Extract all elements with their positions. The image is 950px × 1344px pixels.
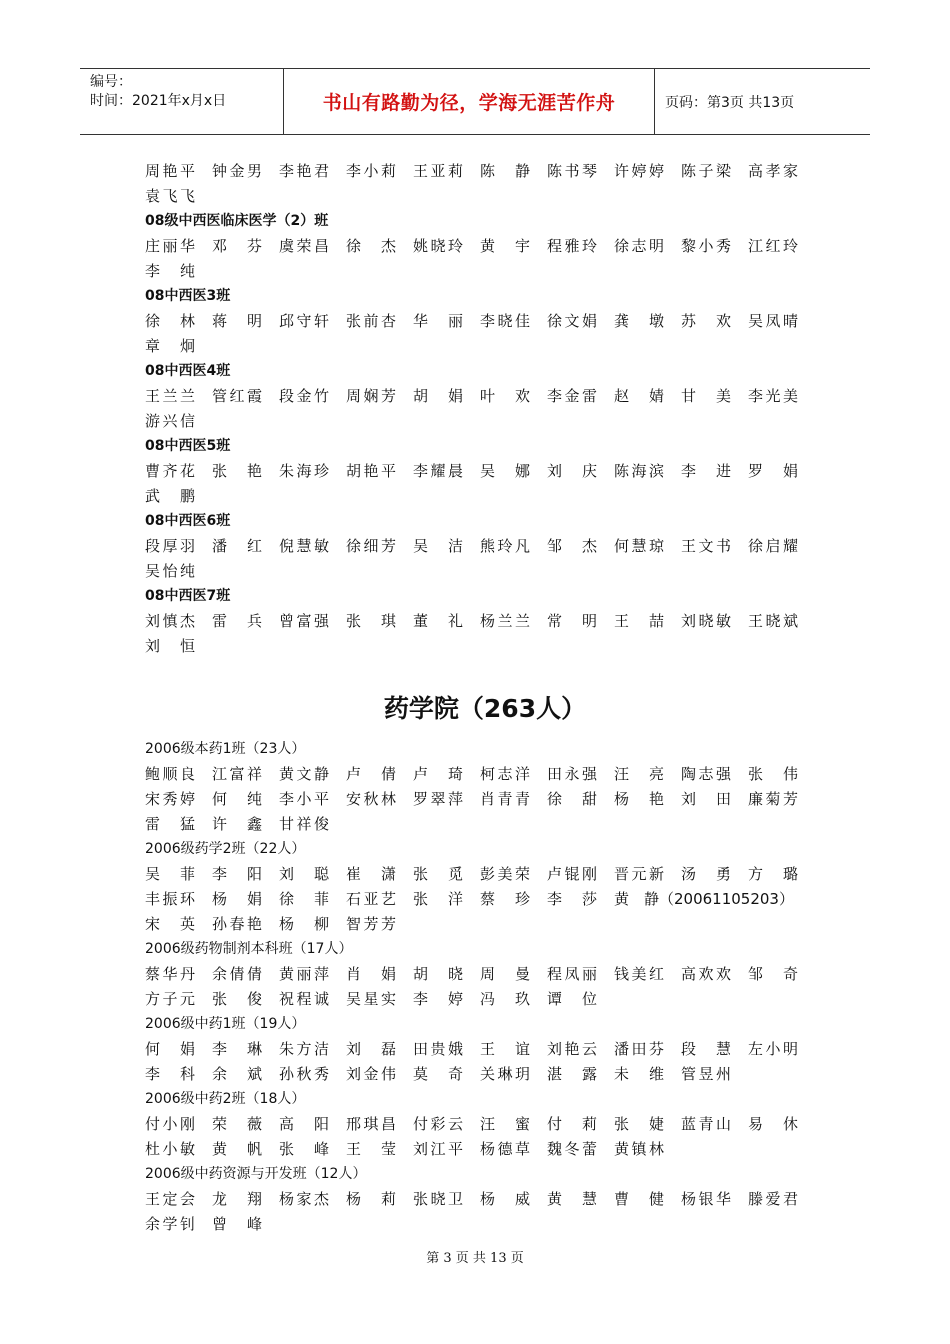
- student-name: 程凤丽: [547, 965, 597, 983]
- student-name: 田贵娥: [413, 1040, 463, 1058]
- student-name: 吴 菲: [145, 865, 195, 883]
- student-name: 叶 欢: [480, 387, 530, 405]
- student-name: 易 休: [748, 1115, 798, 1133]
- class-title: 2006级药物制剂本科班（17人）: [145, 941, 353, 957]
- student-name: 徐 杰: [346, 237, 396, 255]
- student-name: 周 曼: [480, 965, 530, 983]
- student-name: 王文书: [681, 537, 731, 555]
- student-name: 魏冬蕾: [547, 1140, 597, 1158]
- student-name: 雷 猛: [145, 815, 195, 833]
- student-name: 刘 田: [681, 790, 731, 808]
- student-name: 钟金男: [212, 162, 262, 180]
- student-name: 邱守轩: [279, 312, 329, 330]
- student-name: 潘田芬: [614, 1040, 664, 1058]
- student-name: 张 洋: [413, 890, 463, 908]
- name-list: [145, 309, 825, 359]
- student-name: 李晓佳: [480, 312, 530, 330]
- name-list: [145, 862, 825, 937]
- name-list: [145, 762, 825, 837]
- student-name: 汪 亮: [614, 765, 664, 783]
- motto: 书山有路勤为径，学海无涯苦作舟: [283, 69, 655, 134]
- student-name: 刘 磊: [346, 1040, 396, 1058]
- student-name: 张前杏: [346, 312, 396, 330]
- page-info: 页码：第3页 共13页: [665, 94, 795, 111]
- student-name: 曾富强: [279, 612, 329, 630]
- student-name: 蔡 珍: [480, 890, 530, 908]
- student-name: 余学钊: [145, 1215, 195, 1233]
- student-name: 庄丽华: [145, 237, 195, 255]
- student-name: 陶志强: [681, 765, 731, 783]
- student-name: 王 谊: [480, 1040, 530, 1058]
- student-name: 廉菊芳: [748, 790, 798, 808]
- student-name: 孙春艳: [212, 915, 262, 933]
- student-name: 张 伟: [748, 765, 798, 783]
- student-name: 李艳君: [279, 162, 329, 180]
- student-name: 蓝青山: [681, 1115, 731, 1133]
- student-name: 徐 菲: [279, 890, 329, 908]
- class-block: [145, 209, 825, 284]
- class-block: [145, 584, 825, 659]
- student-name: 彭美荣: [480, 865, 530, 883]
- student-name: 朱方洁: [279, 1040, 329, 1058]
- student-name: 付 莉: [547, 1115, 597, 1133]
- student-name: 方 璐: [748, 865, 798, 883]
- student-name: 黄文静: [279, 765, 329, 783]
- student-name: 熊玲凡: [480, 537, 530, 555]
- student-name: 钱美红: [614, 965, 664, 983]
- student-name: 李小平: [279, 790, 329, 808]
- student-name: 张 婕: [614, 1115, 664, 1133]
- student-name: 李 阳: [212, 865, 262, 883]
- class-block: [145, 159, 825, 209]
- student-name: 卢锟刚: [547, 865, 597, 883]
- student-name: 李 琳: [212, 1040, 262, 1058]
- student-name: 袁飞飞: [145, 187, 195, 205]
- student-name: 段厚羽: [145, 537, 195, 555]
- student-name: 吴怡纯: [145, 562, 195, 580]
- student-name: 蔡华丹: [145, 965, 195, 983]
- student-name: 曹 健: [614, 1190, 664, 1208]
- student-name: 江红玲: [748, 237, 798, 255]
- student-name: 徐 甜: [547, 790, 597, 808]
- class-block: [145, 1162, 825, 1237]
- class-title: 2006级中药资源与开发班（12人）: [145, 1166, 367, 1182]
- student-name: 宋 英: [145, 915, 195, 933]
- header-left: [80, 69, 283, 134]
- student-name: 崔 潇: [346, 865, 396, 883]
- student-name: 李 纯: [145, 262, 195, 280]
- student-name: 未 维: [614, 1065, 664, 1083]
- class-title: 08中西医4班: [145, 363, 231, 379]
- student-name: 杨 柳: [279, 915, 329, 933]
- student-name: 何慧琼: [614, 537, 664, 555]
- student-name: 汤 勇: [681, 865, 731, 883]
- student-name: 陈 静: [480, 162, 530, 180]
- class-block: [145, 737, 825, 837]
- student-name: 田永强: [547, 765, 597, 783]
- class-title: 2006级本药1班（23人）: [145, 741, 306, 757]
- student-name: 高欢欢: [681, 965, 731, 983]
- student-name: 雷 兵: [212, 612, 262, 630]
- document-body: [145, 159, 825, 1237]
- student-name: 杜小敏: [145, 1140, 195, 1158]
- student-name: 张晓卫: [413, 1190, 463, 1208]
- student-name: 陈书琴: [547, 162, 597, 180]
- student-name: 周艳平: [145, 162, 195, 180]
- student-name: 黎小秀: [681, 237, 731, 255]
- name-list: [145, 1037, 825, 1087]
- student-name: 管昱州: [681, 1065, 731, 1083]
- student-name: 游兴信: [145, 412, 195, 430]
- student-name: 徐志明: [614, 237, 664, 255]
- medicine-classes: [145, 159, 825, 659]
- student-name: 王兰兰: [145, 387, 195, 405]
- student-name: 曾 峰: [212, 1215, 262, 1233]
- student-name: 卢 琦: [413, 765, 463, 783]
- student-name: 谭 位: [547, 990, 597, 1008]
- student-name: 鲍顺良: [145, 765, 195, 783]
- student-name: 姚晓玲: [413, 237, 463, 255]
- student-name: 杨兰兰: [480, 612, 530, 630]
- student-name: 曹齐花: [145, 462, 195, 480]
- student-name: 李耀晨: [413, 462, 463, 480]
- student-name: 孙秋秀: [279, 1065, 329, 1083]
- student-name: 甘祥俊: [279, 815, 329, 833]
- name-list: [145, 234, 825, 284]
- student-name: 刘金伟: [346, 1065, 396, 1083]
- student-name: 罗翠萍: [413, 790, 463, 808]
- student-name: 高孝家: [748, 162, 798, 180]
- student-name: 丰振环: [145, 890, 195, 908]
- name-list: [145, 534, 825, 584]
- student-name: 张 俊: [212, 990, 262, 1008]
- student-name: 虞荣昌: [279, 237, 329, 255]
- student-name: 蒋 明: [212, 312, 262, 330]
- student-name: 荣 薇: [212, 1115, 262, 1133]
- student-name: 段金竹: [279, 387, 329, 405]
- class-title: 2006级药学2班（22人）: [145, 841, 306, 857]
- student-name: 李 婷: [413, 990, 463, 1008]
- student-name: 江富祥: [212, 765, 262, 783]
- student-name: 管红霞: [212, 387, 262, 405]
- student-name: 黄 帆: [212, 1140, 262, 1158]
- student-name: 苏 欢: [681, 312, 731, 330]
- page-footer: 第 3 页 共 13 页: [426, 1251, 524, 1266]
- student-name: 何 纯: [212, 790, 262, 808]
- student-name: 刘 庆: [547, 462, 597, 480]
- class-title: 08中西医5班: [145, 438, 231, 454]
- student-name: 赵 婧: [614, 387, 664, 405]
- class-title: 08级中西医临床医学（2）班: [145, 213, 329, 229]
- student-name: 肖 娟: [346, 965, 396, 983]
- student-name: 智芳芳: [346, 915, 396, 933]
- pharmacy-classes: [145, 737, 825, 1237]
- student-name: 杨 莉: [346, 1190, 396, 1208]
- student-name: 杨 威: [480, 1190, 530, 1208]
- student-name: 邓 芬: [212, 237, 262, 255]
- student-name: 刘晓敏: [681, 612, 731, 630]
- student-name: 杨银华: [681, 1190, 731, 1208]
- student-name: 甘 美: [681, 387, 731, 405]
- student-name: 方子元: [145, 990, 195, 1008]
- name-list: [145, 962, 825, 1012]
- class-title: 08中西医3班: [145, 288, 231, 304]
- student-name: 湛 露: [547, 1065, 597, 1083]
- class-block: [145, 837, 825, 937]
- student-name: 胡 晓: [413, 965, 463, 983]
- student-name: 龚 墩: [614, 312, 664, 330]
- student-name: 章 炯: [145, 337, 195, 355]
- page-header: [80, 68, 870, 135]
- student-name: 王 喆: [614, 612, 664, 630]
- student-name: 胡艳平: [346, 462, 396, 480]
- student-name: 刘慎杰: [145, 612, 195, 630]
- student-name: 晋元新: [614, 865, 664, 883]
- student-name: 罗 娟: [748, 462, 798, 480]
- student-name: 龙 翔: [212, 1190, 262, 1208]
- student-name: 段 慧: [681, 1040, 731, 1058]
- student-name: 张 峰: [279, 1140, 329, 1158]
- name-list: [145, 1187, 825, 1237]
- student-name: 余 斌: [212, 1065, 262, 1083]
- name-list: [145, 159, 825, 209]
- student-name: 宋秀婷: [145, 790, 195, 808]
- student-name: 杨 艳: [614, 790, 664, 808]
- class-block: [145, 937, 825, 1012]
- student-name: 张 琪: [346, 612, 396, 630]
- student-name: 许 鑫: [212, 815, 262, 833]
- student-name: 黄 静（20061105203）: [614, 890, 794, 908]
- student-name: 王 莹: [346, 1140, 396, 1158]
- student-name: 张 觅: [413, 865, 463, 883]
- student-name: 杨德草: [480, 1140, 530, 1158]
- student-name: 邹 奇: [748, 965, 798, 983]
- student-name: 刘 恒: [145, 637, 195, 655]
- student-name: 倪慧敏: [279, 537, 329, 555]
- student-name: 吴星实: [346, 990, 396, 1008]
- class-title: 08中西医6班: [145, 513, 231, 529]
- student-name: 邢琪昌: [346, 1115, 396, 1133]
- student-name: 李光美: [748, 387, 798, 405]
- student-name: 付小刚: [145, 1115, 195, 1133]
- student-name: 常 明: [547, 612, 597, 630]
- student-name: 许婷婷: [614, 162, 664, 180]
- student-name: 刘江平: [413, 1140, 463, 1158]
- student-name: 吴凤晴: [748, 312, 798, 330]
- time-label: 时间：2021年x月x日: [90, 93, 227, 109]
- student-name: 付彩云: [413, 1115, 463, 1133]
- name-list: [145, 609, 825, 659]
- student-name: 张 艳: [212, 462, 262, 480]
- section-title: 药学院（263人）: [383, 694, 587, 723]
- class-block: [145, 434, 825, 509]
- student-name: 武 鹏: [145, 487, 195, 505]
- student-name: 周娴芳: [346, 387, 396, 405]
- student-name: 莫 奇: [413, 1065, 463, 1083]
- student-name: 黄 宇: [480, 237, 530, 255]
- student-name: 陈子梁: [681, 162, 731, 180]
- student-name: 王晓斌: [748, 612, 798, 630]
- student-name: 黄 慧: [547, 1190, 597, 1208]
- number-label: 编号：: [90, 74, 132, 90]
- student-name: 李 科: [145, 1065, 195, 1083]
- student-name: 卢 倩: [346, 765, 396, 783]
- student-name: 黄丽萍: [279, 965, 329, 983]
- name-list: [145, 384, 825, 434]
- class-block: [145, 509, 825, 584]
- student-name: 吴 娜: [480, 462, 530, 480]
- student-name: 朱海珍: [279, 462, 329, 480]
- name-list: [145, 1112, 825, 1162]
- student-name: 王亚莉: [413, 162, 463, 180]
- student-name: 潘 红: [212, 537, 262, 555]
- student-name: 冯 玖: [480, 990, 530, 1008]
- student-name: 柯志洋: [480, 765, 530, 783]
- class-title: 2006级中药1班（19人）: [145, 1016, 306, 1032]
- student-name: 余倩倩: [212, 965, 262, 983]
- student-name: 徐文娟: [547, 312, 597, 330]
- class-block: [145, 359, 825, 434]
- student-name: 杨家杰: [279, 1190, 329, 1208]
- student-name: 左小明: [748, 1040, 798, 1058]
- student-name: 滕爱君: [748, 1190, 798, 1208]
- student-name: 石亚艺: [346, 890, 396, 908]
- student-name: 祝程诚: [279, 990, 329, 1008]
- student-name: 徐 林: [145, 312, 195, 330]
- student-name: 肖青青: [480, 790, 530, 808]
- student-name: 李金雷: [547, 387, 597, 405]
- student-name: 邹 杰: [547, 537, 597, 555]
- class-title: 2006级中药2班（18人）: [145, 1091, 306, 1107]
- student-name: 李 莎: [547, 890, 597, 908]
- student-name: 徐细芳: [346, 537, 396, 555]
- class-block: [145, 1087, 825, 1162]
- student-name: 安秋林: [346, 790, 396, 808]
- student-name: 李小莉: [346, 162, 396, 180]
- name-list: [145, 459, 825, 509]
- student-name: 华 丽: [413, 312, 463, 330]
- student-name: 李 进: [681, 462, 731, 480]
- student-name: 董 礼: [413, 612, 463, 630]
- student-name: 刘艳云: [547, 1040, 597, 1058]
- student-name: 胡 娟: [413, 387, 463, 405]
- student-name: 汪 蜜: [480, 1115, 530, 1133]
- class-block: [145, 284, 825, 359]
- student-name: 陈海滨: [614, 462, 664, 480]
- class-title: 08中西医7班: [145, 588, 231, 604]
- student-name: 高 阳: [279, 1115, 329, 1133]
- student-name: 关琳玥: [480, 1065, 530, 1083]
- student-name: 刘 聪: [279, 865, 329, 883]
- student-name: 吴 洁: [413, 537, 463, 555]
- student-name: 王定会: [145, 1190, 195, 1208]
- student-name: 杨 娟: [212, 890, 262, 908]
- student-name: 何 娟: [145, 1040, 195, 1058]
- class-block: [145, 1012, 825, 1087]
- student-name: 徐启耀: [748, 537, 798, 555]
- student-name: 程雅玲: [547, 237, 597, 255]
- student-name: 黄镇林: [614, 1140, 664, 1158]
